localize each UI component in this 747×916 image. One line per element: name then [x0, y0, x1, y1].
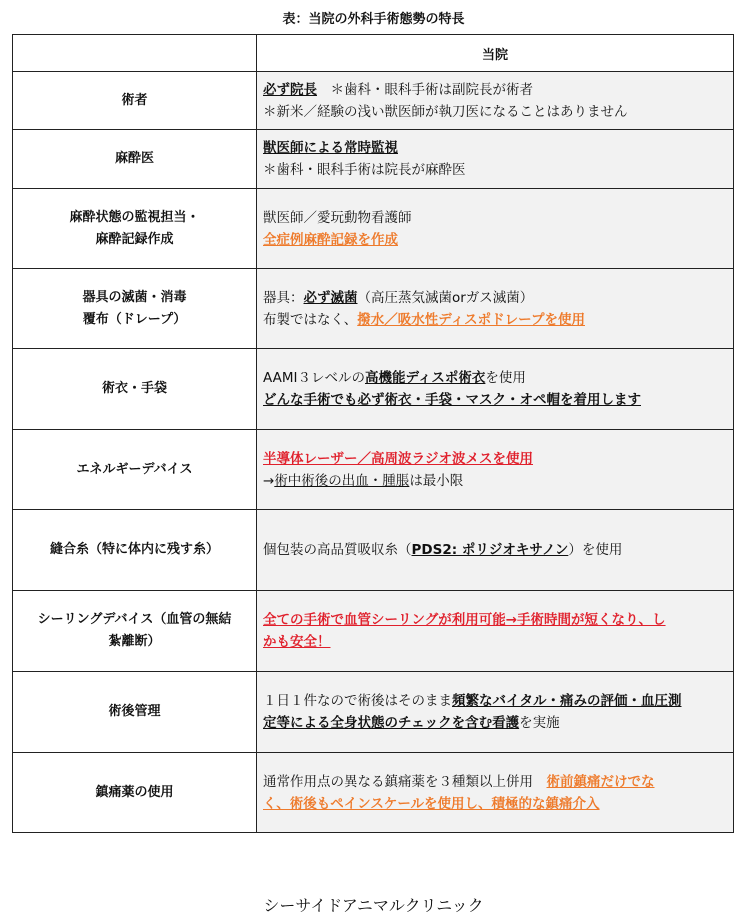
row-label-surgeon: 術者: [13, 72, 257, 130]
row-content-energy-device: 半導体レーザー／高周波ラジオ波メスを使用 →術中術後の出血・腫脹は最小限: [257, 430, 734, 510]
row-content-monitoring: 獣医師／愛玩動物看護師 全症例麻酔記録を作成: [257, 189, 734, 269]
table-row: [13, 510, 734, 591]
row-label-sealing-device: シーリングデバイス（血管の無結 紮離断）: [13, 591, 257, 672]
header-empty-cell: [13, 35, 257, 72]
row-label-analgesia: 鎮痛薬の使用: [13, 753, 257, 833]
table-header-row: [13, 35, 734, 72]
row-content-suture: 個包装の高品質吸収糸（PDS2: ポリジオキサノン）を使用: [257, 510, 734, 591]
row-label-anesthetist: 麻酔医: [13, 130, 257, 189]
row-label-energy-device: エネルギーデバイス: [13, 430, 257, 510]
table-row: [13, 72, 734, 130]
row-content-anesthetist: 獣医師による常時監視 ＊歯科・眼科手術は院長が麻酔医: [257, 130, 734, 189]
table-title: 表：当院の外科手術態勢の特長: [282, 12, 465, 27]
features-table: [12, 34, 734, 833]
row-content-postop: １日１件なので術後はそのまま頻繁なバイタル・痛みの評価・血圧測 定等による全身状態のチェックを含む看護を実施: [257, 672, 734, 753]
row-content-sterilization: 器具：必ず滅菌（高圧蒸気滅菌orガス滅菌） 布製ではなく、撥水／吸水性ディスポドレープを使用: [257, 269, 734, 349]
row-label-monitoring: 麻酔状態の監視担当・ 麻酔記録作成: [13, 189, 257, 269]
clinic-name-footer: シーサイドアニマルクリニック: [263, 896, 484, 915]
row-label-gown: 術衣・手袋: [13, 349, 257, 430]
row-label-suture: 縫合糸（特に体内に残す糸）: [13, 510, 257, 591]
row-content-sealing-device: 全ての手術で血管シーリングが利用可能→手術時間が短くなり、し かも安全！: [257, 591, 734, 672]
table-row: [13, 189, 734, 269]
row-content-surgeon: 必ず院長 ＊歯科・眼科手術は副院長が術者 ＊新米／経験の浅い獣医師が執刀医になることはありません: [257, 72, 734, 130]
table-row: [13, 753, 734, 833]
table-row: [13, 672, 734, 753]
row-content-gown: AAMI３レベルの高機能ディスポ術衣を使用 どんな手術でも必ず術衣・手袋・マスク・オペ帽を着用します: [257, 349, 734, 430]
table-row: [13, 130, 734, 189]
header-clinic: 当院: [257, 35, 734, 72]
row-label-postop: 術後管理: [13, 672, 257, 753]
table-row: [13, 349, 734, 430]
table-row: [13, 591, 734, 672]
row-label-sterilization: 器具の滅菌・消毒 覆布（ドレープ）: [13, 269, 257, 349]
table-row: [13, 269, 734, 349]
table-row: [13, 430, 734, 510]
row-content-analgesia: 通常作用点の異なる鎮痛薬を３種類以上併用 術前鎮痛だけでな く、術後もペインスケールを使用し、積極的な鎮痛介入: [257, 753, 734, 833]
